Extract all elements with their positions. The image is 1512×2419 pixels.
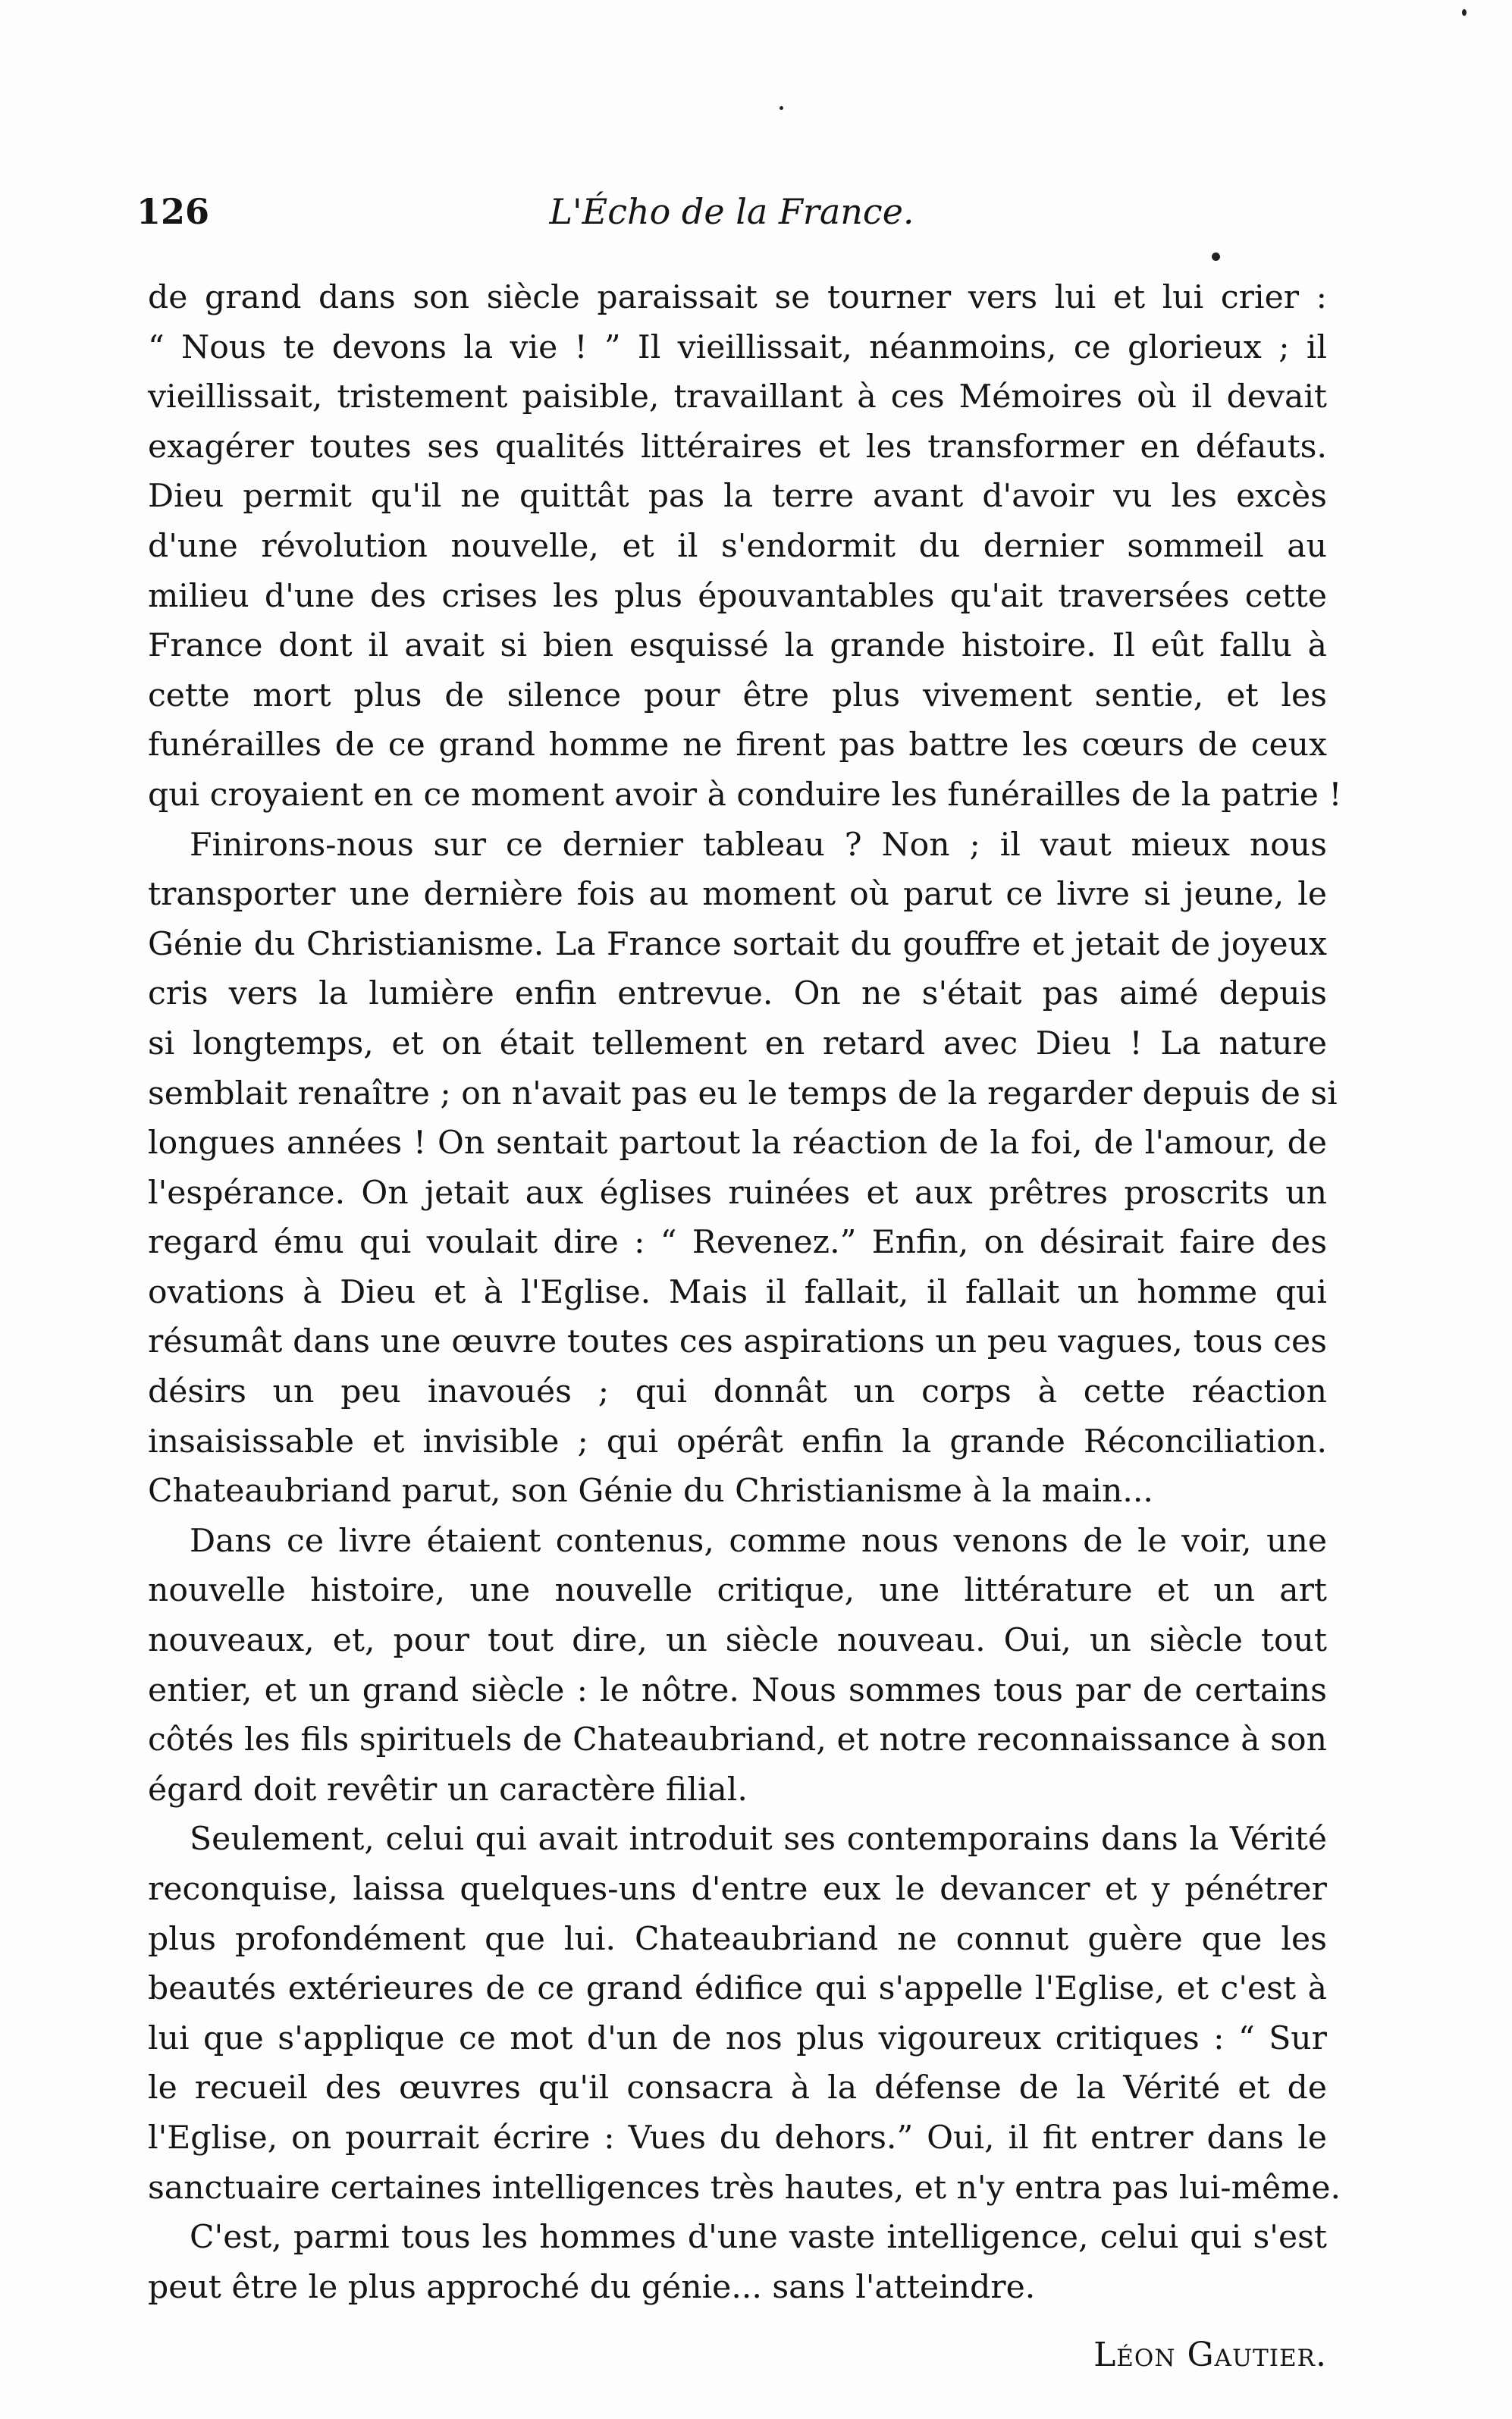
text-line: funérailles de ce grand homme ne firent pas battre les cœurs de ceux: [148, 726, 1327, 764]
ink-speck: [780, 106, 783, 110]
text-line: nouvelle histoire, une nouvelle critique, une littérature et un art: [148, 1572, 1327, 1610]
text-line: Génie du Christianisme. La France sortait du gouffre et jetait de joyeux: [148, 925, 1327, 963]
text-line: côtés les fils spirituels de Chateaubriand, et notre reconnaissance à son: [148, 1721, 1327, 1759]
running-title: L'Écho de la France.: [549, 191, 914, 232]
text-line: désirs un peu inavoués ; qui donnât un corps à cette réaction: [148, 1373, 1327, 1411]
text-line: France dont il avait si bien esquissé la grande histoire. Il eût fallu à: [148, 627, 1327, 665]
author-signature: Léon Gautier.: [1093, 2336, 1327, 2374]
text-line: peut être le plus approché du génie... sans l'atteindre.: [148, 2268, 1036, 2306]
text-line: qui croyaient en ce moment avoir à conduire les funérailles de la patrie !: [148, 776, 1342, 814]
text-line: Finirons-nous sur ce dernier tableau ? Non ; il vaut mieux nous: [190, 826, 1327, 864]
ink-speck: [1212, 253, 1220, 261]
text-line: Dans ce livre étaient contenus, comme nous venons de le voir, une: [190, 1522, 1327, 1560]
text-line: reconquise, laissa quelques-uns d'entre eux le devancer et y pénétrer: [148, 1871, 1327, 1908]
text-line: le recueil des œuvres qu'il consacra à la défense de la Vérité et de: [148, 2069, 1327, 2107]
text-line: de grand dans son siècle paraissait se tourner vers lui et lui crier :: [148, 279, 1327, 316]
ink-speck: [1462, 9, 1467, 16]
text-line: insaisissable et invisible ; qui opérât enfin la grande Réconciliation.: [148, 1423, 1327, 1460]
text-line: exagérer toutes ses qualités littéraires et les transformer en défauts.: [148, 428, 1327, 466]
text-line: milieu d'une des crises les plus épouvantables qu'ait traversées cette: [148, 577, 1327, 615]
text-line: plus profondément que lui. Chateaubriand ne connut guère que les: [148, 1920, 1327, 1958]
body-text: [148, 273, 1342, 2312]
text-line: vieillissait, tristement paisible, travaillant à ces Mémoires où il devait: [148, 378, 1327, 416]
text-line: beautés extérieures de ce grand édifice qui s'appelle l'Eglise, et c'est à: [148, 1970, 1327, 2008]
text-line: lui que s'applique ce mot d'un de nos plus vigoureux critiques : “ Sur: [148, 2019, 1327, 2057]
text-line: l'Eglise, on pourrait écrire : Vues du dehors.” Oui, il fit entrer dans le: [148, 2119, 1327, 2157]
text-line: transporter une dernière fois au moment où parut ce livre si jeune, le: [148, 876, 1327, 914]
text-line: ovations à Dieu et à l'Eglise. Mais il fallait, il fallait un homme qui: [148, 1273, 1327, 1311]
text-line: Seulement, celui qui avait introduit ses contemporains dans la Vérité: [190, 1821, 1327, 1859]
text-line: “ Nous te devons la vie ! ” Il vieillissait, néanmoins, ce glorieux ; il: [148, 328, 1327, 366]
text-line: C'est, parmi tous les hommes d'une vaste intelligence, celui qui s'est: [190, 2219, 1327, 2257]
text-line: si longtemps, et on était tellement en retard avec Dieu ! La nature: [148, 1024, 1327, 1062]
text-line: égard doit revêtir un caractère filial.: [148, 1771, 748, 1809]
text-line: Dieu permit qu'il ne quittât pas la terre avant d'avoir vu les excès: [148, 478, 1327, 516]
text-line: nouveaux, et, pour tout dire, un siècle nouveau. Oui, un siècle tout: [148, 1622, 1327, 1660]
text-line: cris vers la lumière enfin entrevue. On ne s'était pas aimé depuis: [148, 975, 1327, 1013]
running-header: [136, 191, 1327, 244]
text-line: d'une révolution nouvelle, et il s'endormit du dernier sommeil au: [148, 527, 1327, 565]
text-line: cette mort plus de silence pour être plus vivement sentie, et les: [148, 676, 1327, 714]
text-line: Chateaubriand parut, son Génie du Christianisme à la main...: [148, 1473, 1153, 1511]
text-line: longues années ! On sentait partout la réaction de la foi, de l'amour, de: [148, 1125, 1327, 1162]
text-line: résumât dans une œuvre toutes ces aspirations un peu vagues, tous ces: [148, 1323, 1327, 1361]
page-number: 126: [136, 191, 210, 232]
text-line: regard ému qui voulait dire : “ Revenez.” Enfin, on désirait faire des: [148, 1224, 1327, 1262]
text-line: l'espérance. On jetait aux églises ruinées et aux prêtres proscrits un: [148, 1174, 1327, 1212]
text-line: sanctuaire certaines intelligences très hautes, et n'y entra pas lui-même.: [148, 2169, 1341, 2207]
text-line: entier, et un grand siècle : le nôtre. Nous sommes tous par de certains: [148, 1671, 1327, 1709]
text-line: semblait renaître ; on n'avait pas eu le temps de la regarder depuis de si: [148, 1075, 1338, 1112]
